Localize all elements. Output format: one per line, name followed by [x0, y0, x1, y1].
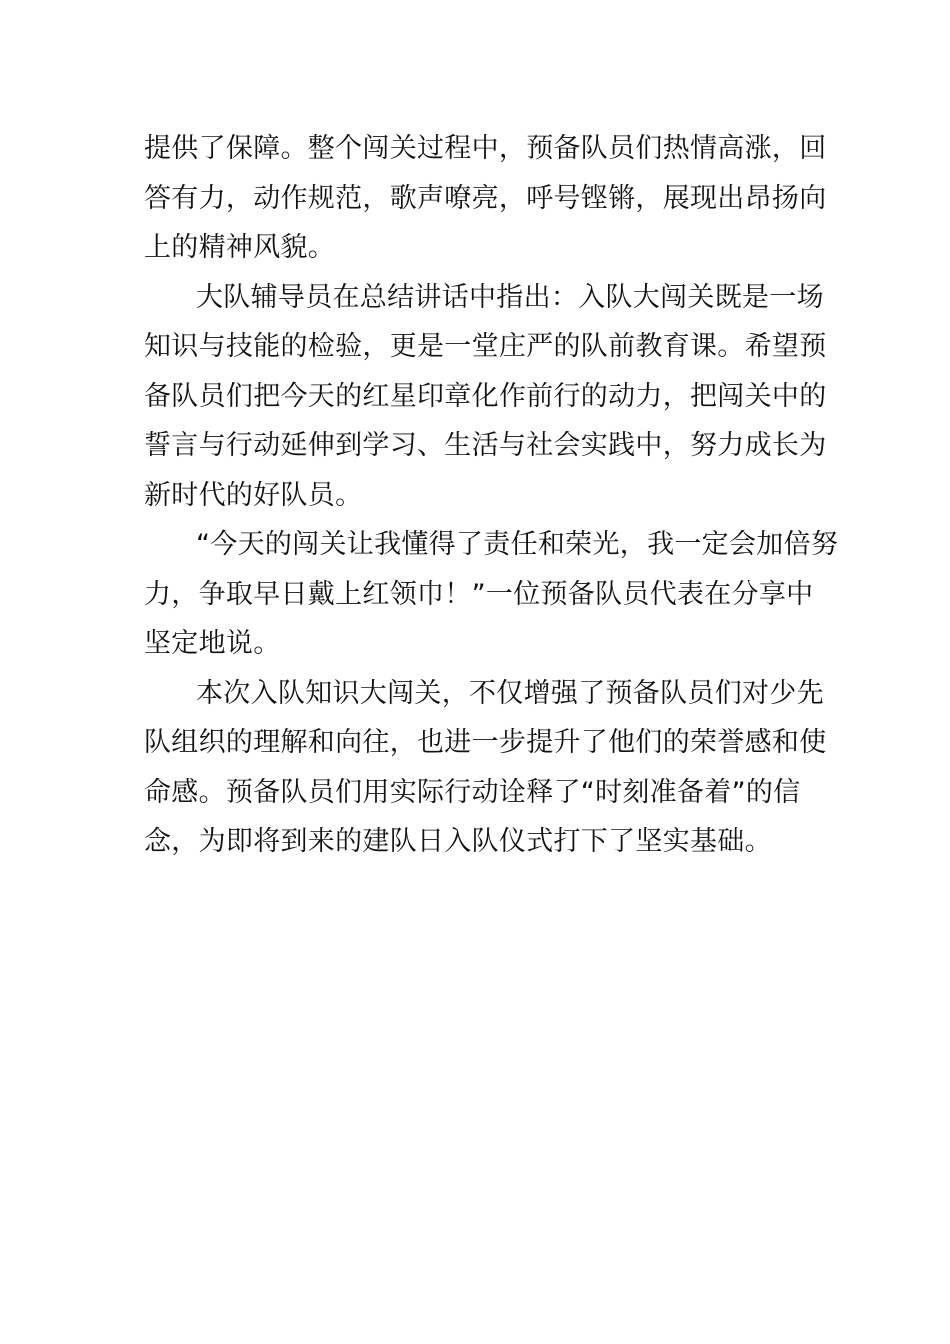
text-line: 本次入队知识大闯关，不仅增强了预备队员们对少先: [196, 677, 824, 709]
text-line: 大队辅导员在总结讲话中指出：入队大闯关既是一场: [196, 281, 824, 313]
text-line: 上的精神风貌。: [144, 232, 336, 263]
text-line: 坚定地说。: [144, 628, 281, 659]
text-line: 力，争取早日戴上红领巾！”一位预备队员代表在分享中: [144, 578, 814, 610]
paragraph-4: [144, 669, 827, 867]
text-line: 答有力，动作规范，歌声嘹亮，呼号铿锵，展现出昂扬向: [144, 182, 827, 214]
paragraph-2: [144, 273, 827, 521]
text-line: 誓言与行动延伸到学习、生活与社会实践中，努力成长为: [144, 430, 827, 461]
text-line: 新时代的好队员。: [144, 479, 363, 511]
text-line: 命感。预备队员们用实际行动诠释了“时刻准备着”的信: [144, 776, 801, 808]
document-body: [144, 124, 839, 867]
paragraph-1: [144, 124, 827, 273]
text-line: 念，为即将到来的建队日入队仪式打下了坚实基础。: [144, 826, 772, 857]
text-line: 备队员们把今天的红星印章化作前行的动力，把闯关中的: [144, 380, 827, 412]
text-line: “今天的闯关让我懂得了责任和荣光，我一定会加倍努: [196, 529, 839, 560]
text-line: 提供了保障。整个闯关过程中，预备队员们热情高涨，回: [144, 133, 827, 164]
text-line: 知识与技能的检验，更是一堂庄严的队前教育课。希望预: [144, 331, 827, 362]
text-line: 队组织的理解和向往，也进一步提升了他们的荣誉感和使: [144, 727, 827, 758]
paragraph-3: [144, 520, 839, 669]
